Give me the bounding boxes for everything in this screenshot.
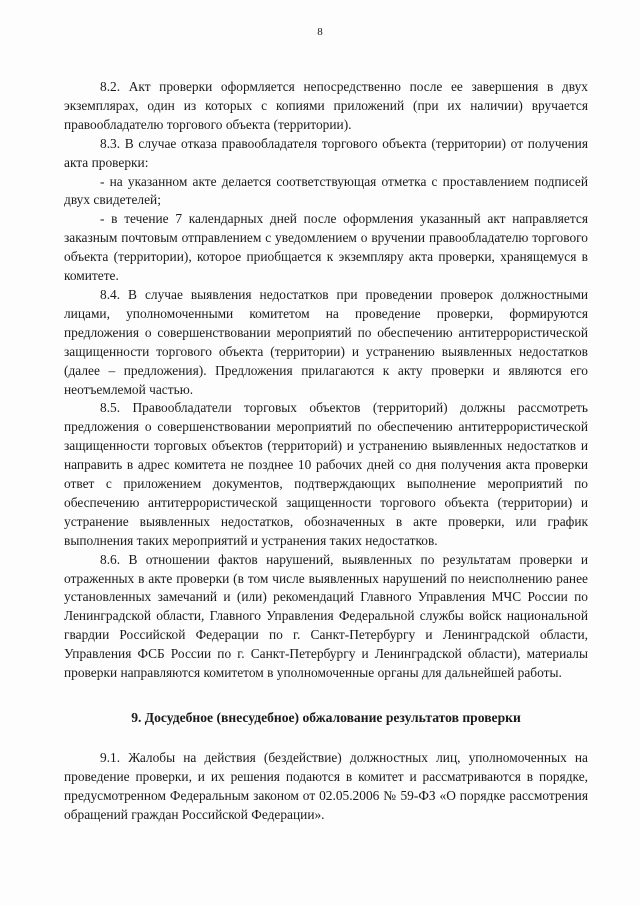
paragraph-8-3-item-b: - в течение 7 календарных дней после оформления указанный акт направляется заказным почтовым отправлением с уведомлением о вручении правообладателю торгового объекта (территории), которое приобщается к экземпляру акта проверки, хранящемуся в комитете.: [64, 211, 588, 284]
paragraph-8-5: 8.5. Правообладатели торговых объектов (территорий) должны рассмотреть предложения о совершенствовании мероприятий по обеспечению антитеррористической защищенности торговых объектов (территорий) и устранению выявленных недостатков и направить в адрес комитета не позднее 10 рабочих дней со дня получения акта проверки ответ с приложением документов, подтверждающих выполнение мероприятий по обеспечению антитеррористической защищенности торгового объекта (территории) и устранение выявленных недостатков, обозначенных в акте проверки, или график выполнения таких мероприятий и устранения таких недостатков.: [64, 400, 588, 548]
section-9-heading: 9. Досудебное (внесудебное) обжалование результатов проверки: [131, 710, 521, 725]
paragraph-9-1: 9.1. Жалобы на действия (бездействие) должностных лиц, уполномоченных на проведение проверки, и их решения подаются в комитет и рассматриваются в порядке, предусмотренном Федеральным законом от 02.05.2006 № 59-ФЗ «О порядке рассмотрения обращений граждан Российской Федерации».: [64, 750, 588, 822]
paragraph-8-4: 8.4. В случае выявления недостатков при проведении проверок должностными лицами, уполномоченными комитетом на проведение проверки, формируются предложения о совершенствовании мероприятий по обеспечению антитеррористической защищенности торгового объекта (территории) и устранению выявленных недостатков (далее – предложения). Предложения прилагаются к акту проверки и являются его неотъемлемой частью.: [64, 286, 588, 397]
paragraph-8-2: 8.2. Акт проверки оформляется непосредственно после ее завершения в двух экземплярах, один из которых с копиями приложений (при их наличии) вручается правообладателю торгового объекта (территории).: [64, 79, 588, 132]
paragraph-8-3: 8.3. В случае отказа правообладателя торгового объекта (территории) от получения акта проверки:: [64, 135, 588, 170]
paragraph-8-3-item-a: - на указанном акте делается соответствующая отметка с проставлением подписей двух свидетелей;: [64, 173, 588, 208]
document-body: [64, 78, 588, 825]
paragraph-8-6: 8.6. В отношении фактов нарушений, выявленных по результатам проверки и отраженных в акте проверки (в том числе выявленных нарушений по неисполнению ранее установленных замечаний и (или) рекомендаций Главного Управления МЧС России по Ленинградской области, Главного Управления Федеральной службы войск национальной гвардии Российской Федерации по г. Санкт-Петербургу и Ленинградской области, Управления ФСБ России по г. Санкт-Петербургу и Ленинградской области), материалы проверки направляются комитетом в уполномоченные органы для дальнейшей работы.: [64, 551, 588, 681]
page-number: 8: [317, 26, 323, 38]
